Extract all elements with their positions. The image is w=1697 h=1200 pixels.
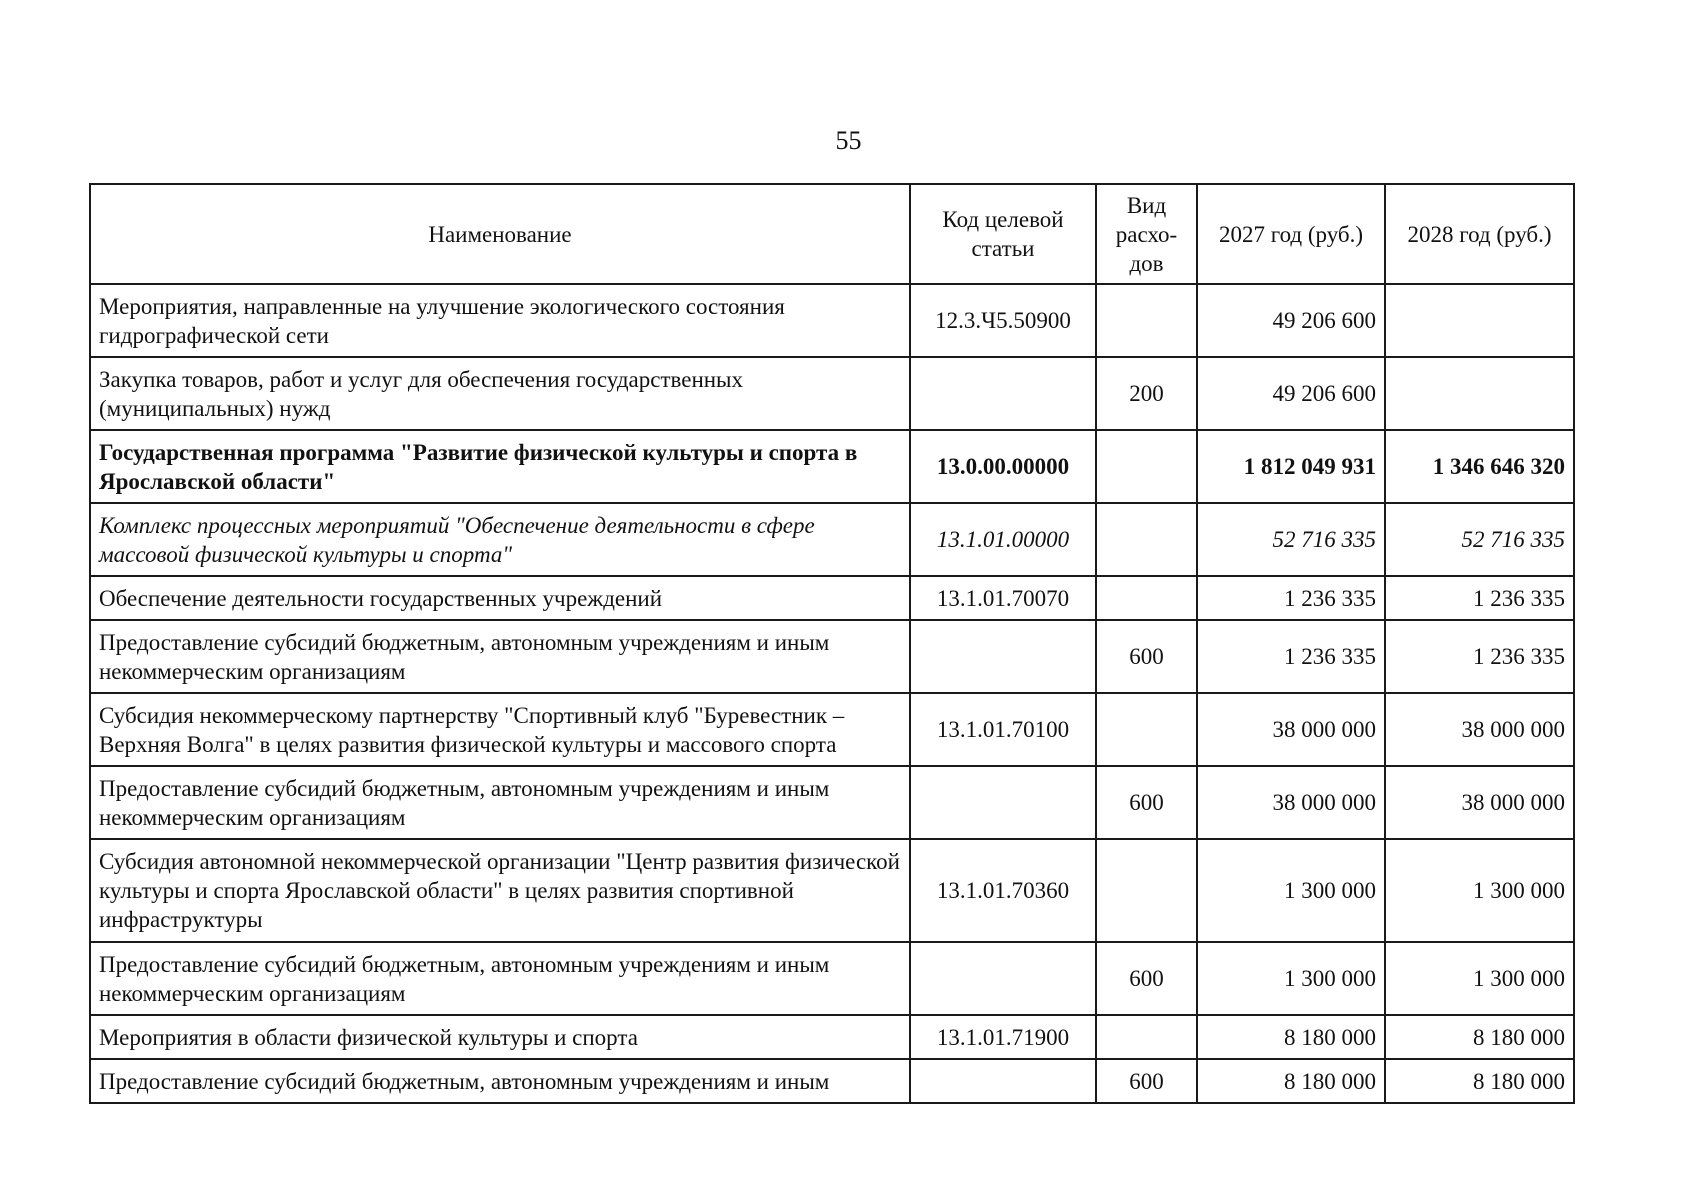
row-2028: 1 236 335 <box>1385 620 1574 693</box>
table-row <box>90 430 1574 503</box>
row-name: Предоставление субсидий бюджетным, автономным учреждениям и иным некоммерческим организациям <box>90 942 910 1015</box>
row-kind <box>1096 839 1197 942</box>
row-code <box>910 1059 1096 1103</box>
row-code <box>910 357 1096 430</box>
row-2028: 1 236 335 <box>1385 576 1574 620</box>
row-2028: 38 000 000 <box>1385 766 1574 839</box>
header-code: Код целевой статьи <box>910 184 1096 284</box>
table-row <box>90 576 1574 620</box>
row-code <box>910 620 1096 693</box>
row-2028 <box>1385 357 1574 430</box>
row-2027: 1 300 000 <box>1197 839 1385 942</box>
row-2028 <box>1385 284 1574 357</box>
table-row <box>90 503 1574 576</box>
row-name: Мероприятия, направленные на улучшение экологического состояния гидрографической сети <box>90 284 910 357</box>
row-kind: 600 <box>1096 942 1197 1015</box>
row-name: Комплекс процессных мероприятий "Обеспечение деятельности в сфере массовой физической культуры и спорта" <box>90 503 910 576</box>
row-2027: 1 236 335 <box>1197 620 1385 693</box>
row-code: 12.3.Ч5.50900 <box>910 284 1096 357</box>
row-2028: 1 346 646 320 <box>1385 430 1574 503</box>
row-kind <box>1096 1015 1197 1059</box>
table-row <box>90 693 1574 766</box>
budget-table <box>89 183 1575 1104</box>
row-2027: 38 000 000 <box>1197 693 1385 766</box>
row-kind <box>1096 576 1197 620</box>
row-kind <box>1096 693 1197 766</box>
row-code <box>910 766 1096 839</box>
row-2028: 38 000 000 <box>1385 693 1574 766</box>
row-2028: 1 300 000 <box>1385 942 1574 1015</box>
row-code: 13.1.01.70070 <box>910 576 1096 620</box>
row-kind <box>1096 503 1197 576</box>
row-kind: 600 <box>1096 766 1197 839</box>
row-name: Обеспечение деятельности государственных учреждений <box>90 576 910 620</box>
header-name: Наименование <box>90 184 910 284</box>
table-row <box>90 284 1574 357</box>
row-2027: 8 180 000 <box>1197 1059 1385 1103</box>
table-header-row <box>90 184 1574 284</box>
row-2028: 52 716 335 <box>1385 503 1574 576</box>
row-kind: 600 <box>1096 1059 1197 1103</box>
row-kind: 600 <box>1096 620 1197 693</box>
row-2027: 49 206 600 <box>1197 284 1385 357</box>
row-2027: 38 000 000 <box>1197 766 1385 839</box>
row-code: 13.1.01.70100 <box>910 693 1096 766</box>
row-code <box>910 942 1096 1015</box>
table-row <box>90 1015 1574 1059</box>
row-code: 13.1.01.00000 <box>910 503 1096 576</box>
row-name: Предоставление субсидий бюджетным, автономным учреждениям и иным <box>90 1059 910 1103</box>
row-code: 13.0.00.00000 <box>910 430 1096 503</box>
row-kind <box>1096 284 1197 357</box>
table-row <box>90 942 1574 1015</box>
row-name: Мероприятия в области физической культуры и спорта <box>90 1015 910 1059</box>
header-kind: Вид расхо-дов <box>1096 184 1197 284</box>
row-name: Предоставление субсидий бюджетным, автономным учреждениям и иным некоммерческим организациям <box>90 766 910 839</box>
row-2027: 49 206 600 <box>1197 357 1385 430</box>
row-2027: 1 300 000 <box>1197 942 1385 1015</box>
header-2028: 2028 год (руб.) <box>1385 184 1574 284</box>
table-row <box>90 1059 1574 1103</box>
header-2027: 2027 год (руб.) <box>1197 184 1385 284</box>
row-2027: 1 812 049 931 <box>1197 430 1385 503</box>
row-name: Предоставление субсидий бюджетным, автономным учреждениям и иным некоммерческим организациям <box>90 620 910 693</box>
row-kind <box>1096 430 1197 503</box>
row-name: Государственная программа "Развитие физической культуры и спорта в Ярославской области" <box>90 430 910 503</box>
row-2028: 8 180 000 <box>1385 1015 1574 1059</box>
row-kind: 200 <box>1096 357 1197 430</box>
table-row <box>90 620 1574 693</box>
row-code: 13.1.01.70360 <box>910 839 1096 942</box>
row-2027: 8 180 000 <box>1197 1015 1385 1059</box>
row-name: Субсидия некоммерческому партнерству "Спортивный клуб "Буревестник – Верхняя Волга" в целях развития физической культуры и массового спорта <box>90 693 910 766</box>
row-2028: 1 300 000 <box>1385 839 1574 942</box>
row-2027: 52 716 335 <box>1197 503 1385 576</box>
table-row <box>90 839 1574 942</box>
table-row <box>90 357 1574 430</box>
row-name: Закупка товаров, работ и услуг для обеспечения государственных (муниципальных) нужд <box>90 357 910 430</box>
row-2028: 8 180 000 <box>1385 1059 1574 1103</box>
row-name: Субсидия автономной некоммерческой организации "Центр развития физической культуры и спорта Ярославской области" в целях развития спортивной инфраструктуры <box>90 839 910 942</box>
row-code: 13.1.01.71900 <box>910 1015 1096 1059</box>
row-2027: 1 236 335 <box>1197 576 1385 620</box>
page-number: 55 <box>835 126 862 155</box>
table-row <box>90 766 1574 839</box>
